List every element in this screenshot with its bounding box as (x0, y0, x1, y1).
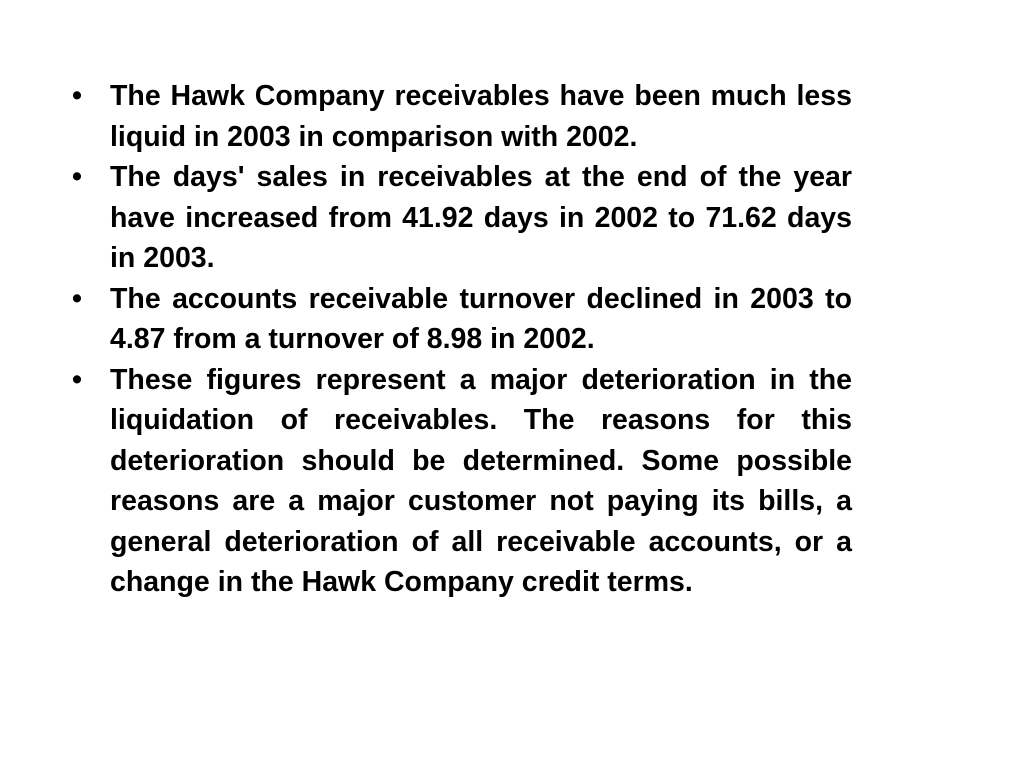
bullet-text: The days' sales in receivables at the end of the year have increased from 41.92 days in 2002 to 71.62 days in 2003. (110, 161, 852, 274)
bullet-icon: • (72, 282, 82, 315)
bullet-list (72, 76, 852, 603)
bullet-item (72, 157, 852, 279)
bullet-text: The Hawk Company receivables have been much less liquid in 2003 in comparison with 2002. (110, 80, 852, 153)
bullet-text: These figures represent a major deterioration in the liquidation of receivables. The reasons for this deterioration should be determined. Some possible reasons are a major customer not paying its bills, a general deterioration of all receivable accounts, or a change in the Hawk Company credit terms. (110, 363, 852, 598)
bullet-icon: • (72, 80, 82, 112)
bullet-item (72, 76, 852, 157)
bullet-item (72, 279, 852, 360)
bullet-text: The accounts receivable turnover declined in 2003 to 4.87 from a turnover of 8.98 in 2002. (110, 282, 852, 355)
bullet-icon: • (72, 161, 82, 193)
bullet-icon: • (72, 363, 82, 396)
bullet-item (72, 360, 852, 603)
